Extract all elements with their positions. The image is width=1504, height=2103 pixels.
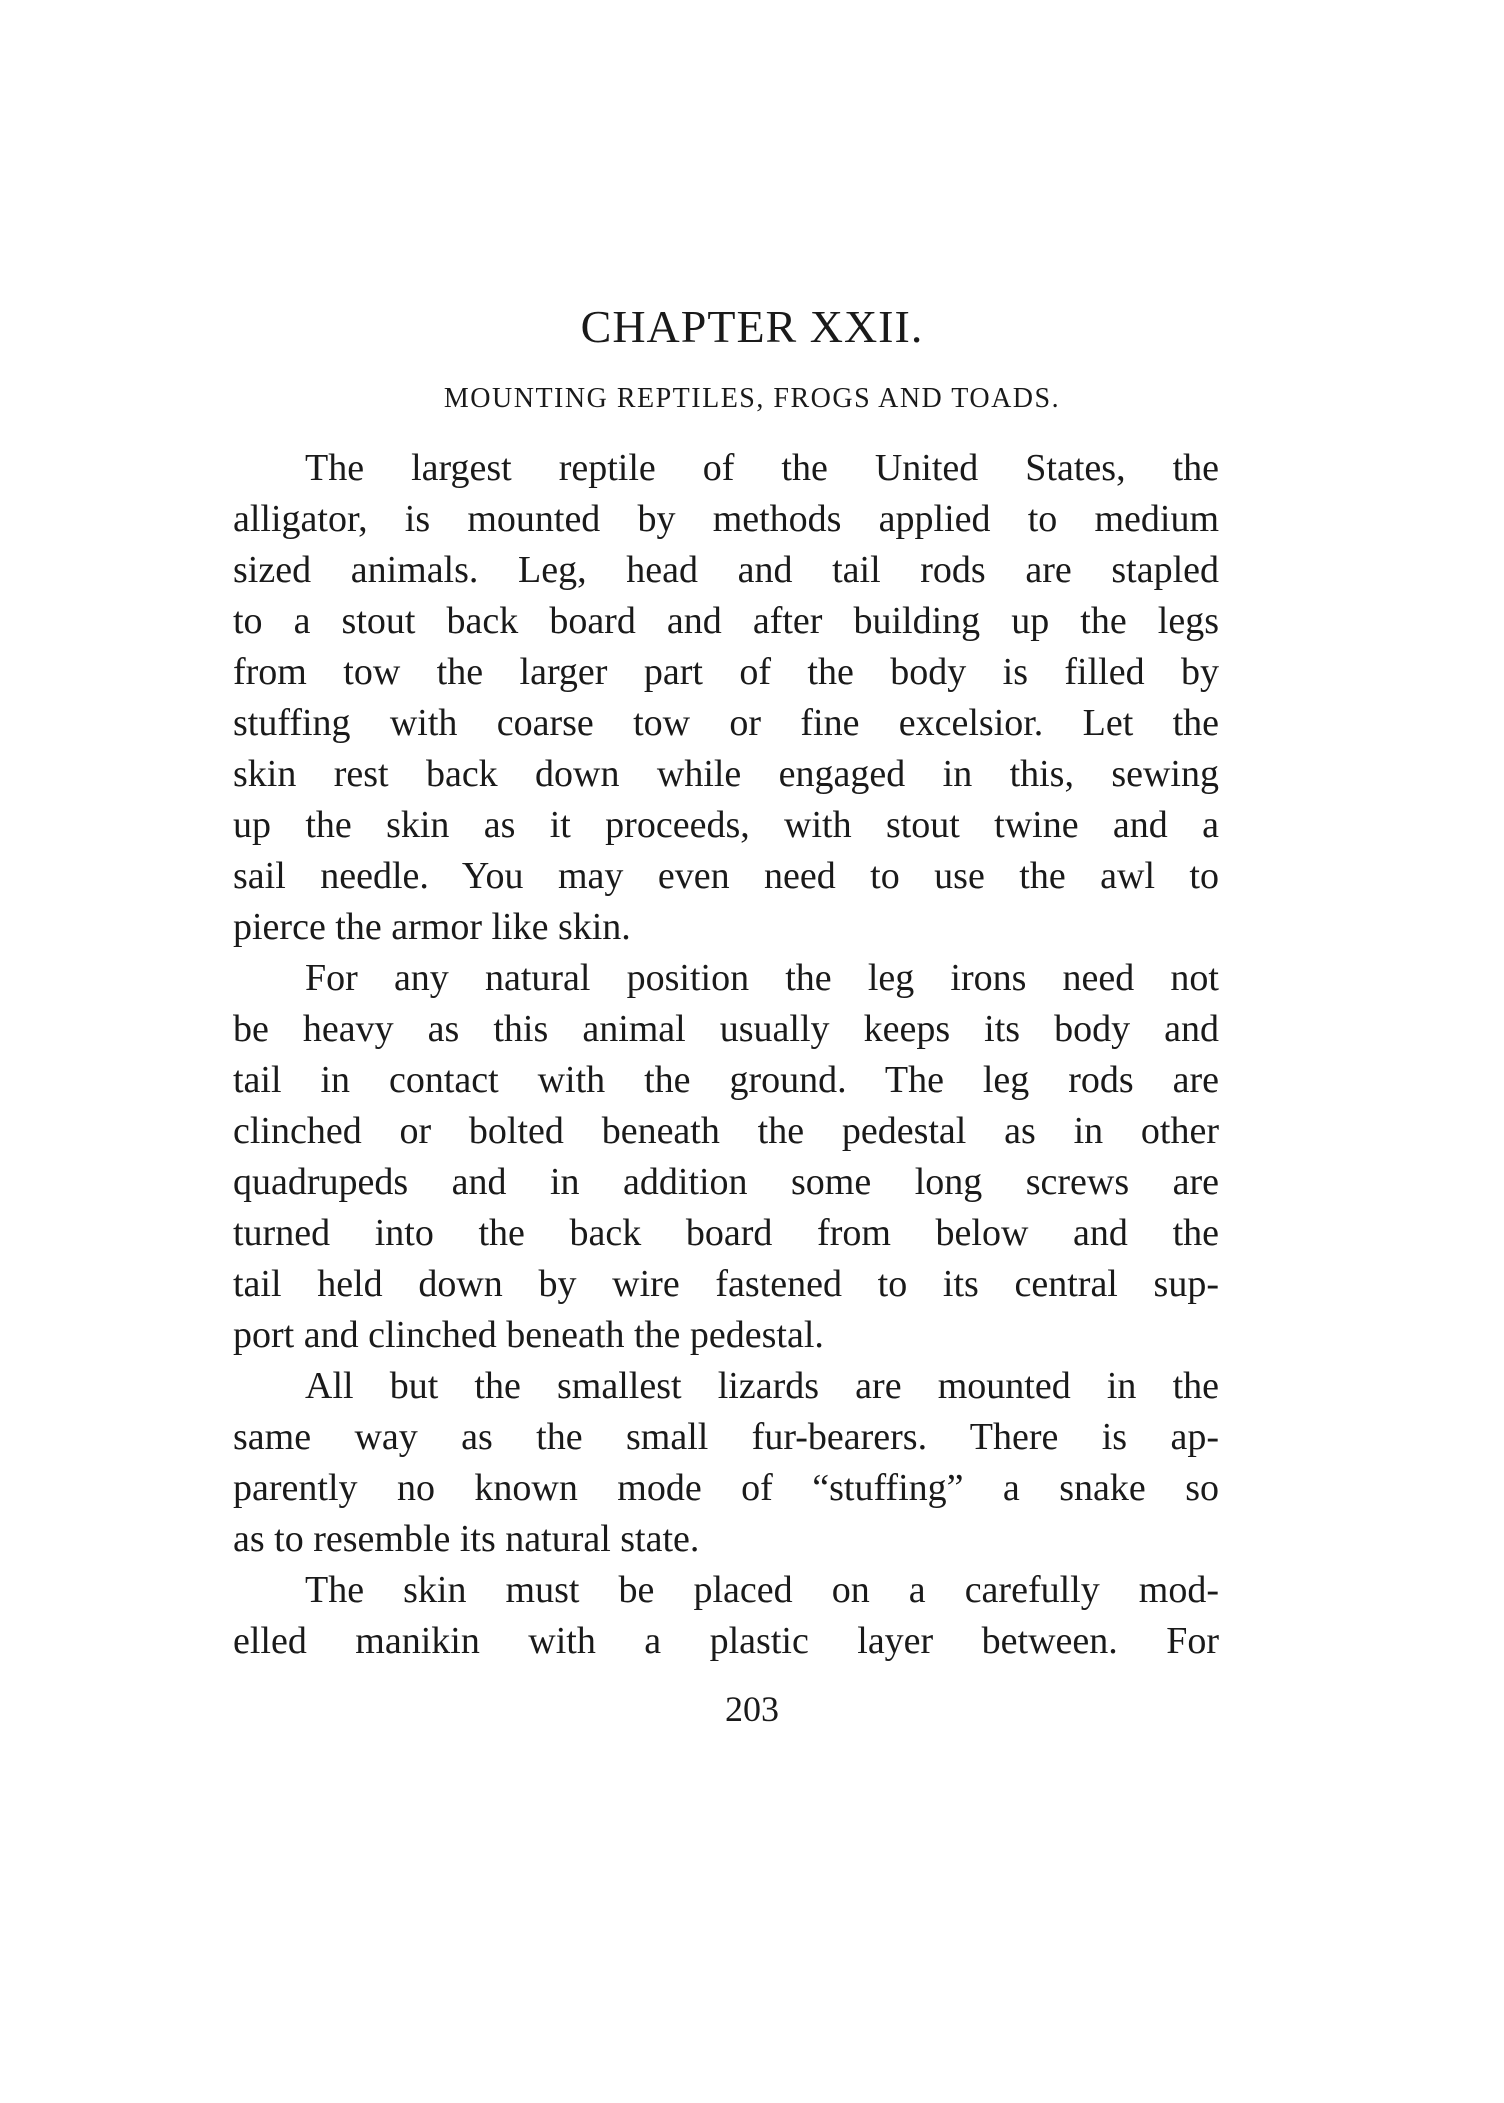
text-line: elled manikin with a plastic layer between. For	[233, 1620, 1219, 1662]
text-line: as to resemble its natural state.	[233, 1518, 700, 1560]
paragraph	[233, 1565, 1219, 1667]
text-line: The skin must be placed on a carefully mod-	[305, 1569, 1219, 1611]
text-line: pierce the armor like skin.	[233, 906, 631, 948]
paragraph	[233, 1361, 1219, 1565]
text-line: alligator, is mounted by methods applied to medium	[233, 498, 1219, 540]
text-line: turned into the back board from below and the	[233, 1212, 1219, 1254]
text-line: All but the smallest lizards are mounted in the	[305, 1365, 1219, 1407]
text-line: to a stout back board and after building up the legs	[233, 600, 1219, 642]
text-line: tail held down by wire fastened to its central sup-	[233, 1263, 1219, 1305]
text-line: stuffing with coarse tow or fine excelsior. Let the	[233, 702, 1219, 744]
text-line: up the skin as it proceeds, with stout twine and a	[233, 804, 1219, 846]
chapter-subtitle: MOUNTING REPTILES, FROGS AND TOADS.	[443, 383, 1061, 414]
chapter-title: CHAPTER XXII.	[580, 301, 924, 352]
text-line: For any natural position the leg irons need not	[305, 957, 1219, 999]
text-line: be heavy as this animal usually keeps its body and	[233, 1008, 1219, 1050]
text-line: sized animals. Leg, head and tail rods are stapled	[233, 549, 1219, 591]
text-line: parently no known mode of “stuffing” a snake so	[233, 1467, 1219, 1509]
paragraph	[233, 443, 1219, 953]
text-line: sail needle. You may even need to use the awl to	[233, 855, 1219, 897]
paragraph	[233, 953, 1219, 1361]
body-text	[233, 443, 1219, 1667]
text-line: skin rest back down while engaged in this, sewing	[233, 753, 1219, 795]
text-line: quadrupeds and in addition some long screws are	[233, 1161, 1219, 1203]
text-line: clinched or bolted beneath the pedestal as in other	[233, 1110, 1219, 1152]
text-line: from tow the larger part of the body is filled by	[233, 651, 1219, 693]
text-line: port and clinched beneath the pedestal.	[233, 1314, 824, 1356]
text-line: same way as the small fur-bearers. There is ap-	[233, 1416, 1219, 1458]
page-number: 203	[725, 1689, 779, 1729]
text-line: tail in contact with the ground. The leg rods are	[233, 1059, 1219, 1101]
text-line: The largest reptile of the United States, the	[305, 447, 1219, 489]
